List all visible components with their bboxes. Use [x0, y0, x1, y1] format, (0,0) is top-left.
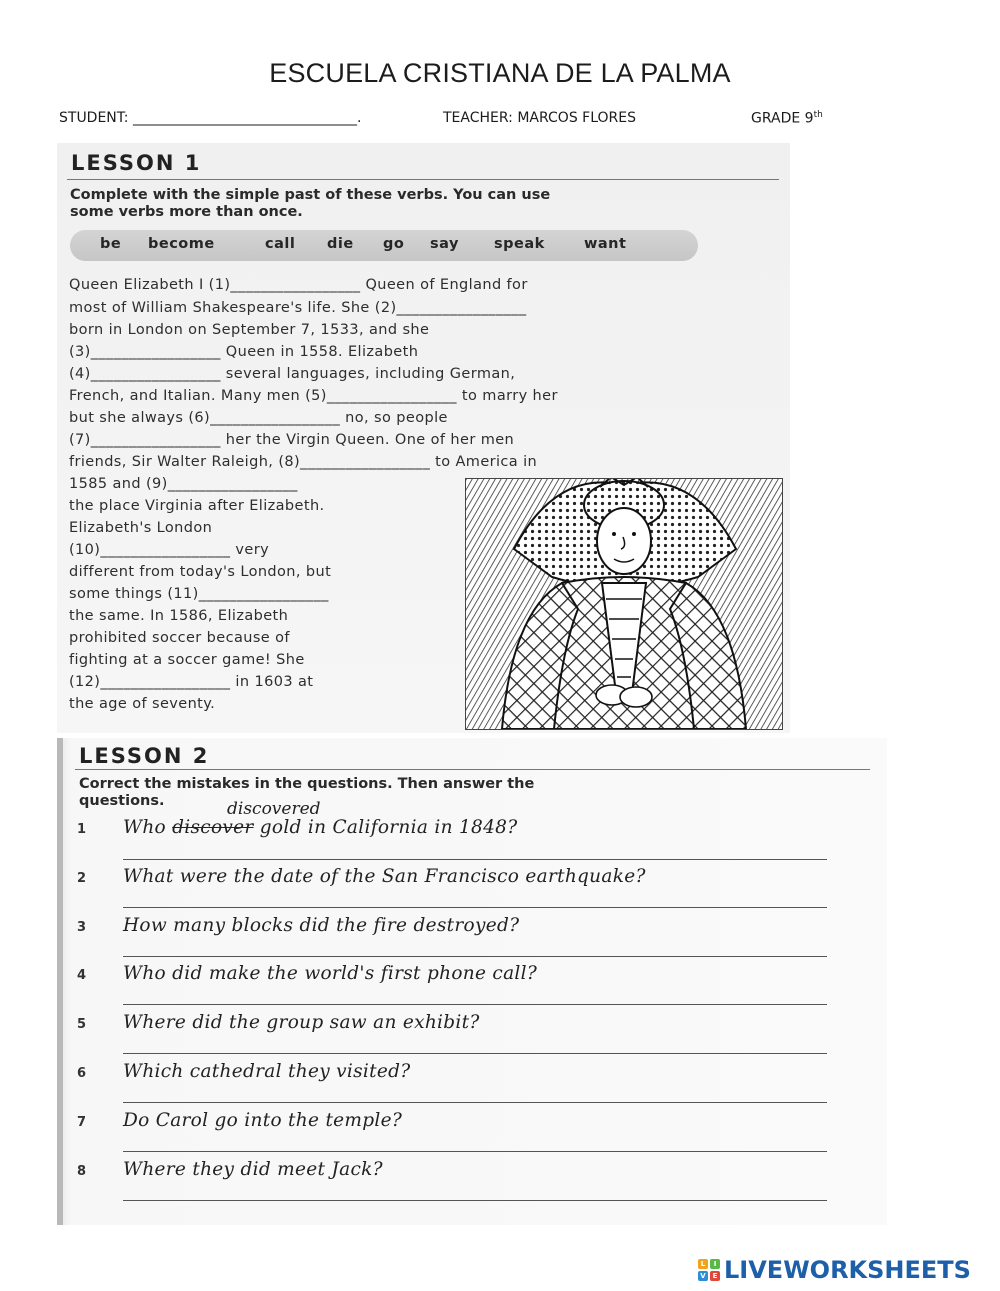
answer-line[interactable]	[123, 1151, 827, 1152]
question-text: How many blocks did the fire destroyed?	[123, 915, 520, 936]
verb-item: be	[100, 236, 122, 252]
grade-text: GRADE 9	[751, 110, 814, 127]
grade-superscript: th	[813, 110, 823, 120]
question-text	[123, 817, 517, 838]
question-text: Do Carol go into the temple?	[123, 1110, 403, 1131]
paragraph-line: French, and Italian. Many men (5)_________________ to marry her	[69, 388, 558, 404]
instruction-line: Complete with the simple past of these verbs. You can use	[70, 187, 551, 203]
question-number: 8	[77, 1164, 87, 1179]
verb-box	[70, 230, 698, 261]
paragraph-line: (10)_________________ very	[69, 542, 270, 558]
paragraph-line: fighting at a soccer game! She	[69, 652, 305, 668]
verb-item: go	[383, 236, 405, 252]
school-title: ESCUELA CRISTIANA DE LA PALMA	[269, 58, 731, 88]
question-text: Where they did meet Jack?	[123, 1159, 383, 1180]
paragraph-line: (4)_________________ several languages, including German,	[69, 366, 516, 382]
instruction-line: some verbs more than once.	[70, 204, 303, 220]
paragraph-line: friends, Sir Walter Raleigh, (8)_________________ to America in	[69, 454, 538, 470]
verb-item: call	[265, 236, 296, 252]
lesson1-section	[57, 143, 790, 733]
paragraph-line: 1585 and (9)_________________	[69, 476, 298, 492]
question-text-part: Who	[123, 817, 173, 838]
paragraph-line: different from today's London, but	[69, 564, 332, 580]
answer-line[interactable]	[123, 1200, 827, 1201]
lesson2-heading: LESSON 2	[79, 744, 210, 768]
question-text-part: gold in California in 1848?	[253, 817, 518, 838]
logo-tile: V	[698, 1271, 708, 1281]
logo-tile: L	[698, 1259, 708, 1269]
paragraph-line: but she always (6)_________________ no, so people	[69, 410, 448, 426]
question-number: 4	[77, 968, 87, 983]
question-number: 2	[77, 871, 87, 886]
question-text: Who did make the world's first phone call?	[123, 963, 538, 984]
lesson1-instructions	[70, 187, 550, 221]
answer-line[interactable]	[123, 859, 827, 860]
answer-line[interactable]	[123, 1004, 827, 1005]
question-text: What were the date of the San Francisco earthquake?	[123, 866, 646, 887]
answer-line[interactable]	[123, 1053, 827, 1054]
liveworksheets-icon	[698, 1259, 720, 1281]
paragraph-line: (12)_________________ in 1603 at	[69, 674, 314, 690]
instruction-line: Correct the mistakes in the questions. Then answer the	[79, 776, 535, 792]
paragraph-line: born in London on September 7, 1533, and she	[69, 322, 430, 338]
queen-elizabeth-illustration	[465, 478, 783, 730]
question-text: Where did the group saw an exhibit?	[123, 1012, 480, 1033]
verb-item: want	[584, 236, 627, 252]
answer-line[interactable]	[123, 956, 827, 957]
answer-line[interactable]	[123, 907, 827, 908]
verb-item: say	[430, 236, 459, 252]
liveworksheets-logo[interactable]	[698, 1256, 971, 1284]
question-number: 5	[77, 1017, 87, 1032]
paragraph-line: some things (11)_________________	[69, 586, 329, 602]
verb-item: speak	[494, 236, 545, 252]
answer-line[interactable]	[123, 1102, 827, 1103]
lesson1-heading: LESSON 1	[71, 151, 202, 175]
student-field: STUDENT: ________________________________.	[59, 110, 362, 126]
instruction-line: questions.	[79, 793, 165, 809]
paragraph-line: the age of seventy.	[69, 696, 216, 712]
paragraph-line: (7)_________________ her the Virgin Queen. One of her men	[69, 432, 515, 448]
lesson2-section	[57, 738, 887, 1225]
paragraph-line: Elizabeth's London	[69, 520, 213, 536]
logo-tile: I	[710, 1259, 720, 1269]
logo-tile: E	[710, 1271, 720, 1281]
queen-elizabeth-drawing	[466, 479, 782, 729]
handwritten-correction: discovered	[227, 799, 321, 819]
paragraph-line: prohibited soccer because of	[69, 630, 290, 646]
grade-label	[751, 110, 823, 127]
paragraph-line: most of William Shakespeare's life. She (2)_________________	[69, 300, 527, 316]
liveworksheets-wordmark: LIVEWORKSHEETS	[724, 1256, 971, 1284]
lesson2-rule	[75, 769, 870, 770]
question-number: 6	[77, 1066, 87, 1081]
paragraph-line: (3)_________________ Queen in 1558. Elizabeth	[69, 344, 419, 360]
teacher-label: TEACHER: MARCOS FLORES	[443, 110, 636, 126]
paragraph-line: Queen Elizabeth I (1)_________________ Queen of England for	[69, 277, 528, 293]
paragraph-line: the same. In 1586, Elizabeth	[69, 608, 289, 624]
verb-item: die	[327, 236, 354, 252]
page-binding-edge	[57, 738, 63, 1225]
verb-item: become	[148, 236, 215, 252]
paragraph-line: the place Virginia after Elizabeth.	[69, 498, 325, 514]
question-number: 3	[77, 920, 87, 935]
question-number: 1	[77, 822, 87, 837]
question-text: Which cathedral they visited?	[123, 1061, 411, 1082]
struck-word: discover	[172, 817, 254, 838]
question-number: 7	[77, 1115, 87, 1130]
lesson1-rule	[67, 179, 779, 180]
